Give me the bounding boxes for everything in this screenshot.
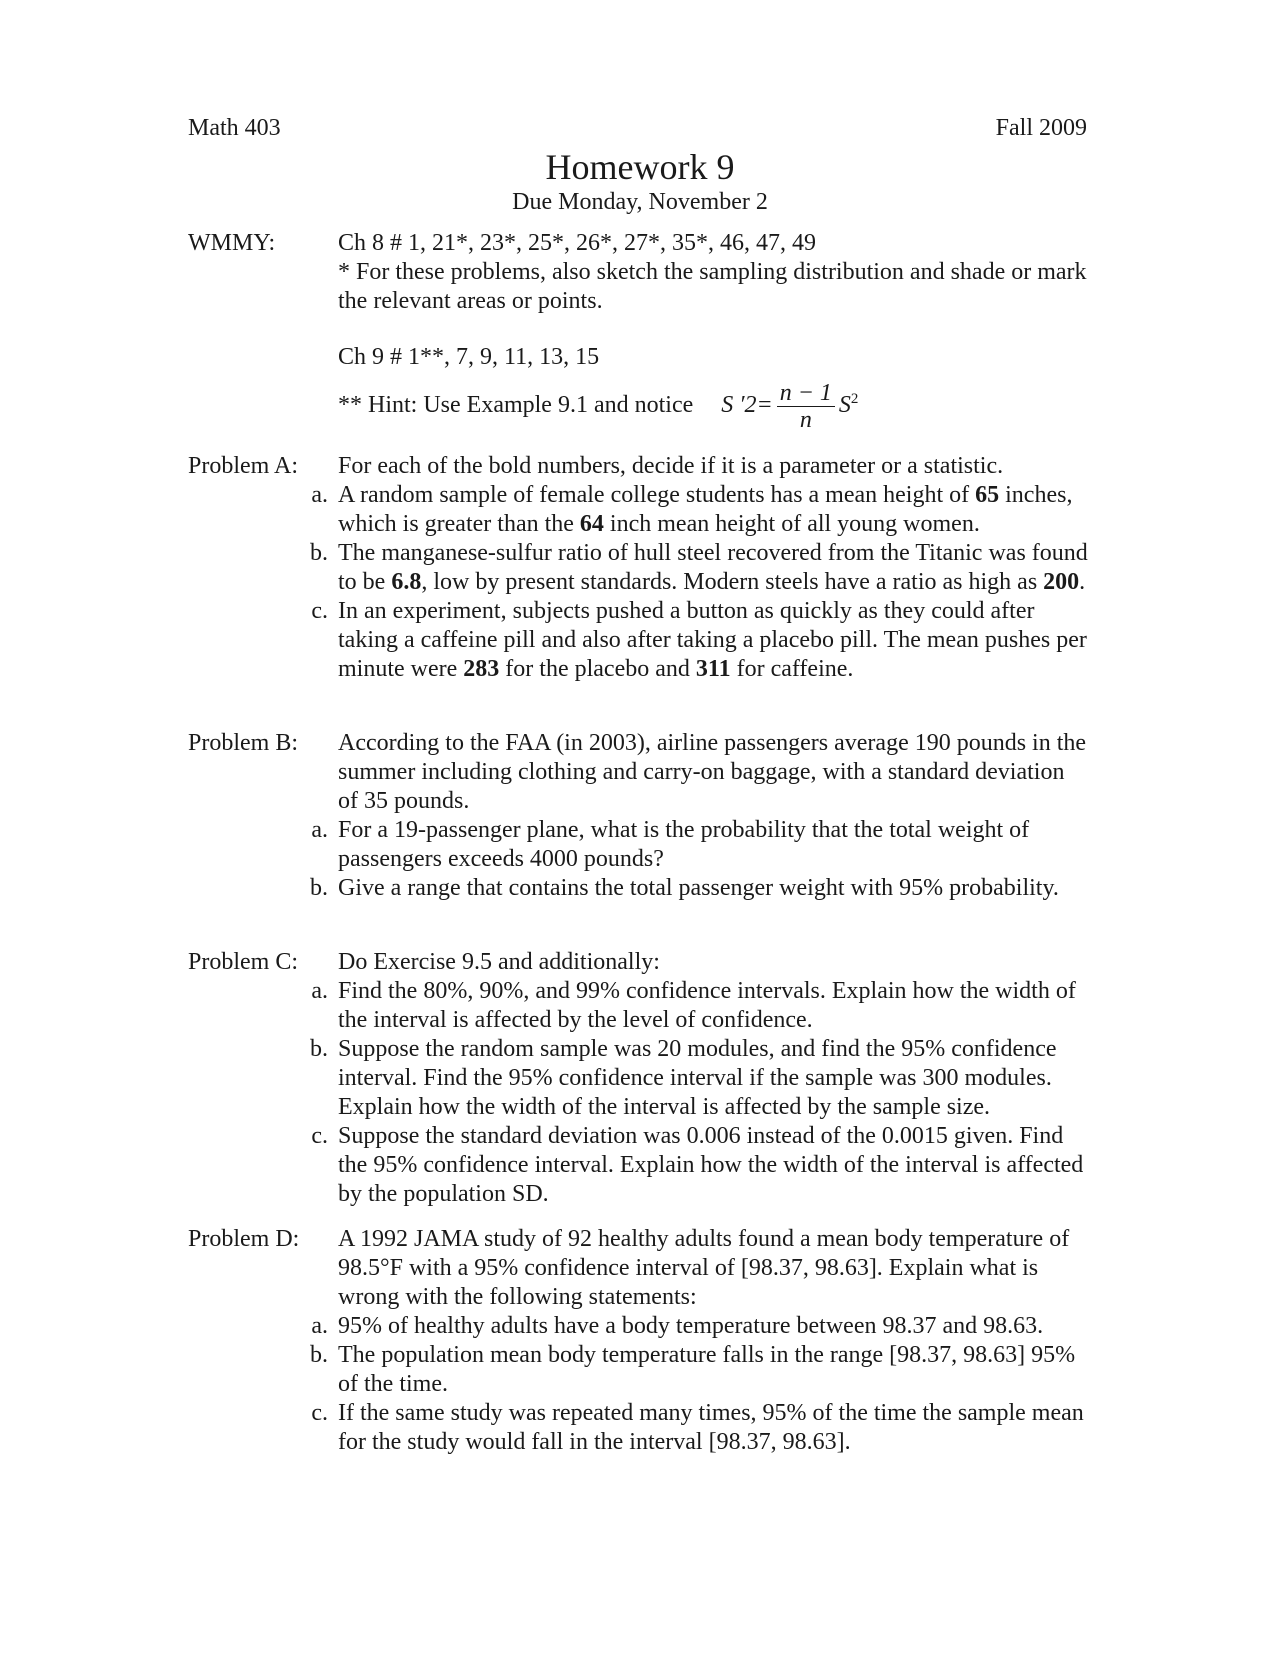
item-letter: a.: [311, 978, 328, 1004]
bold-number: 6.8: [391, 569, 422, 595]
item-text: The population mean body temperature falls in the range [98.37, 98.63] 95% of the time.: [338, 1342, 1076, 1397]
problem-a-label: Problem A:: [188, 453, 299, 479]
formula-denominator: n: [799, 407, 812, 433]
formula-numerator: n − 1: [777, 380, 835, 407]
item-text: Find the 80%, 90%, and 99% confidence intervals. Explain how the width of the interval is affected by the level of confidence.: [338, 978, 1076, 1033]
problem-a-item: [311, 481, 1088, 539]
bold-number: 311: [695, 656, 731, 682]
item-text: Suppose the random sample was 20 modules, and find the 95% confidence interval. Find the 95% confidence interval if the sample was 300 modules. Explain how the width of the interval is affected by the sample size.: [338, 1036, 1057, 1120]
course-label: Math 403: [188, 115, 281, 141]
item-letter: b.: [310, 540, 328, 566]
item-text: The manganese-sulfur ratio of hull steel recovered from the Titanic was found to be: [338, 540, 1088, 595]
problem-d-item: [311, 1399, 1088, 1457]
item-letter: b.: [310, 1342, 328, 1368]
wmmy-label: WMMY:: [188, 230, 276, 256]
problem-d-intro: A 1992 JAMA study of 92 healthy adults found a mean body temperature of 98.5°F with a 95% confidence interval of [98.37, 98.63]. Explain what is wrong with the following statements:: [338, 1226, 1070, 1310]
item-letter: c.: [311, 1400, 328, 1426]
item-text: inch mean height of all young women.: [603, 511, 980, 537]
item-letter: a.: [311, 482, 328, 508]
bold-number: 200: [1043, 569, 1080, 595]
ch9-problems: Ch 9 # 1**, 7, 9, 11, 13, 15: [338, 344, 600, 370]
item-text: , low by present standards. Modern steels have a ratio as high as: [421, 569, 1044, 595]
problem-d-label: Problem D:: [188, 1226, 300, 1252]
formula-lhs: S ′2: [721, 392, 757, 419]
problem-a: [188, 452, 1088, 684]
formula-exponent: 2: [850, 391, 859, 408]
item-letter: a.: [311, 1313, 328, 1339]
item-letter: b.: [310, 875, 328, 901]
variance-formula: [721, 380, 858, 433]
item-text: For a 19-passenger plane, what is the probability that the total weight of passengers exceeds 4000 pounds?: [338, 817, 1030, 872]
problem-d-item: [310, 1341, 1088, 1399]
item-text: for the placebo and: [499, 656, 696, 682]
formula-eq: =: [756, 392, 773, 419]
ch9-hint-line: [338, 380, 1088, 433]
problem-c-label: Problem C:: [188, 949, 299, 975]
problem-b-label: Problem B:: [188, 730, 299, 756]
ch8-problems: Ch 8 # 1, 21*, 23*, 25*, 26*, 27*, 35*, 46, 47, 49: [338, 230, 817, 256]
item-text: .: [1079, 569, 1086, 595]
item-text: Suppose the standard deviation was 0.006 instead of the 0.0015 given. Find the 95% confidence interval. Explain how the width of the interval is affected by the population SD.: [338, 1123, 1084, 1207]
problem-c: [188, 948, 1088, 1209]
problem-c-item: [311, 977, 1088, 1035]
problem-b: [188, 729, 1088, 903]
problem-b-item: [310, 874, 1088, 903]
problem-c-item: [310, 1035, 1088, 1122]
problem-d-item: [311, 1312, 1088, 1341]
item-letter: a.: [311, 817, 328, 843]
formula-fraction: [777, 380, 835, 433]
problem-c-item: [311, 1122, 1088, 1209]
bold-number: 64: [579, 511, 604, 537]
problem-a-item: [311, 597, 1088, 684]
item-text: 95% of healthy adults have a body temperature between 98.37 and 98.63.: [338, 1313, 1044, 1339]
ch9-hint: ** Hint: Use Example 9.1 and notice: [338, 392, 694, 419]
problem-d: [188, 1225, 1088, 1457]
problem-c-intro: Do Exercise 9.5 and additionally:: [338, 949, 660, 975]
bold-number: 65: [975, 482, 1000, 508]
problem-b-item: [311, 816, 1088, 874]
item-text: A random sample of female college students has a mean height of: [338, 482, 976, 508]
term-label: Fall 2009: [995, 115, 1087, 141]
item-letter: b.: [310, 1036, 328, 1062]
item-text: inches, which is greater than the: [338, 482, 1073, 537]
item-text: Give a range that contains the total passenger weight with 95% probability.: [338, 875, 1059, 901]
problem-b-intro: According to the FAA (in 2003), airline passengers average 190 pounds in the summer including clothing and carry-on baggage, with a standard deviation of 35 pounds.: [338, 730, 1087, 814]
due-date: Due Monday, November 2: [512, 189, 768, 215]
problem-a-intro: For each of the bold numbers, decide if it is a parameter or a statistic.: [338, 453, 1004, 479]
item-text: If the same study was repeated many times, 95% of the time the sample mean for the study would fall in the interval [98.37, 98.63].: [338, 1400, 1084, 1455]
wmmy-section: [188, 229, 1088, 433]
bold-number: 283: [463, 656, 500, 682]
item-letter: c.: [311, 1123, 328, 1149]
formula-rhs: S: [838, 392, 851, 419]
item-text: In an experiment, subjects pushed a button as quickly as they could after taking a caffeine pill and also after taking a placebo pill. The mean pushes per minute were: [338, 598, 1087, 682]
item-text: for caffeine.: [730, 656, 854, 682]
page-title: Homework 9: [545, 147, 735, 187]
problem-a-item: [310, 539, 1088, 597]
ch8-note: * For these problems, also sketch the sampling distribution and shade or mark the relevant areas or points.: [338, 259, 1087, 314]
item-letter: c.: [311, 598, 328, 624]
